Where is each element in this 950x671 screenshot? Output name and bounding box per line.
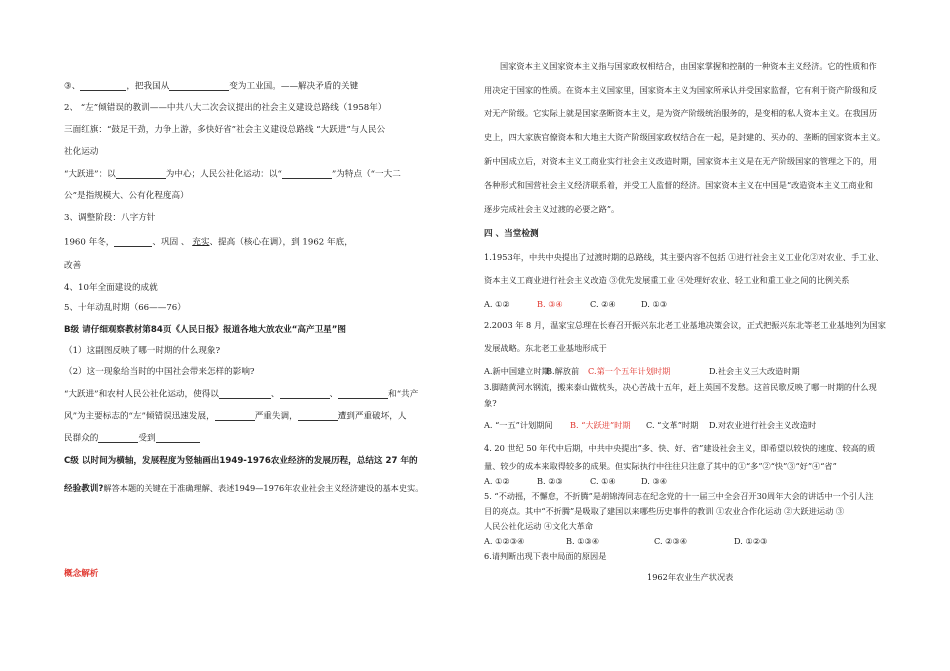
option-b[interactable]: B. ②③	[537, 476, 563, 486]
option-c[interactable]: C. “文革”时期	[646, 420, 699, 430]
text: 、提高（核心在调），到 1962 年底，	[209, 237, 353, 248]
line-commune: 社化运动	[64, 147, 99, 157]
question-1: （1）这副图反映了哪一时期的什么现象?	[64, 346, 221, 356]
option-b[interactable]: B. ①③④	[566, 536, 600, 546]
paragraph-line: 对无产阶级。它实际上就是国家垄断资本主义，是为资产阶级统治服务的，是变相的私人资本主义。在我国历	[484, 108, 878, 118]
text: 、巩固 、	[152, 237, 190, 248]
option-b[interactable]: B. ③④	[537, 299, 563, 309]
question-4-stem: 4. 20 世纪 50 年代中后期，中共中央提出“多、快、好、省”建设社会主义，即希望以较快的速度、较高的质	[484, 443, 876, 453]
line-adjustment: 3、调整阶段：八字方针	[64, 213, 156, 223]
option-d[interactable]: D. ③④	[641, 476, 668, 486]
fill-blank[interactable]	[169, 82, 229, 91]
text: 充实	[192, 237, 210, 248]
fill-blank[interactable]	[338, 390, 388, 399]
fill-blank[interactable]	[156, 434, 200, 443]
fill-blank[interactable]	[282, 170, 332, 179]
option-d[interactable]: D.对农业进行社会主义改造时	[709, 420, 817, 430]
answer-line-2	[64, 412, 406, 421]
line-yida-ergong: 公”是指规模大、公有化程度高）	[64, 191, 189, 201]
option-c[interactable]: C. ①④	[590, 476, 616, 486]
question-5-stem: 人民公社化运动 ④文化大革命	[484, 521, 594, 531]
line-point-3	[64, 82, 358, 91]
text: 、	[329, 389, 339, 400]
answer-line-1	[64, 390, 418, 399]
option-b[interactable]: B.解放前	[546, 366, 580, 376]
line-lesson-2: 2、 “左”倾错误的教训——中共八大二次会议提出的社会主义建设总路线（1958年）	[64, 103, 387, 113]
line-great-leap	[64, 170, 401, 179]
heading-b-level: B级 请仔细观察教材第84页《人民日报》报道各地大放农业“高产卫星”图	[64, 325, 347, 335]
fill-blank[interactable]	[215, 412, 255, 421]
paragraph-line: 史上，四大家族官僚资本和大地主大资产阶级国家政权结合在一起，是封建的、买办的、垄断的国家资本主义。	[484, 132, 886, 142]
option-b[interactable]: B. “大跃进”时期	[570, 420, 631, 430]
text: 经验教训?	[64, 484, 104, 494]
fill-blank[interactable]	[114, 238, 152, 247]
option-c[interactable]: C. ②③④	[654, 536, 688, 546]
line-1960	[64, 238, 353, 247]
text: ，把我国从	[126, 81, 170, 92]
question-3-stem: 象?	[484, 398, 497, 408]
option-a[interactable]: A. ①②	[484, 476, 510, 486]
section-heading-test: 四 、当堂检测	[484, 229, 539, 239]
text: 变为工业国。——解决矛盾的关键	[229, 81, 359, 92]
text: ③、	[64, 81, 81, 92]
concept-heading: 概念解析	[64, 569, 99, 579]
question-6-stem: 6.请判断出现下表中局面的原因是	[484, 551, 607, 561]
text: “大跃进”和农村人民公社化运动，使得以	[64, 389, 219, 400]
question-2-stem: 发展战略。东北老工业基地形成于	[484, 343, 607, 353]
option-a[interactable]: A.新中国建立时期	[484, 366, 550, 376]
text: 解答本题的关键在于准确理解、表述1949—1976年农业社会主义经济建设的基本史实。	[103, 483, 424, 493]
paragraph-line: 逐步完成社会主义过渡的必要之路”。	[484, 204, 620, 214]
question-1-stem: 1.1953年，中共中央提出了过渡时期的总路线，其主要内容不包括 ①进行社会主义工业化②对农业、手工业、	[484, 252, 884, 262]
line-improve: 改善	[64, 261, 82, 271]
question-2-stem: 2.2003 年 8 月，温家宝总理在长春召开振兴东北老工业基地决策会议，正式把振兴东北等老工业基地列为国家	[484, 320, 886, 330]
line-three-flags: 三面红旗：“鼓足干劲，力争上游，多快好省”社会主义建设总路线 “大跃进”与人民公	[64, 125, 386, 135]
text: 1960 年冬，	[64, 237, 115, 248]
paragraph-line: 用决定于国家的性质。在资本主义国家里，国家资本主义为国家所承认并受国家监督，它有利于资产阶级和反	[484, 85, 878, 95]
option-d[interactable]: D. ①③	[641, 299, 668, 309]
option-a[interactable]: A. “一五”计划期间	[484, 420, 553, 430]
table-title: 1962年农业生产状况表	[647, 572, 734, 582]
question-3-stem: 3.脚踏黄河水钢流，搬来泰山做枕头，决心苦战十五年，赶上英国不发愁。这首民歌反映了哪一时期的什么现	[484, 382, 877, 392]
paragraph-line: 国家资本主义国家资本主义指与国家政权相结合，由国家掌握和控制的一种资本主义经济。它的性质和作	[500, 61, 877, 71]
text: 、	[270, 389, 280, 400]
question-5-stem: 目的亮点。其中“不折腾”是吸取了建国以来哪些历史事件的教训 ①农业合作化运动 ②大跃进运动 ③	[484, 506, 845, 516]
text: 严重失调，	[254, 411, 298, 422]
option-a[interactable]: A. ①②	[484, 299, 510, 309]
option-a[interactable]: A. ①②③④	[484, 536, 525, 546]
option-c[interactable]: C. ②④	[590, 299, 616, 309]
question-5-stem: 5. “不动摇，不懈怠，不折腾”是胡锦涛同志在纪念党的十一届三中全会召开30周年大会的讲话中一个引人注	[484, 491, 874, 501]
text: 和“共产	[388, 389, 419, 400]
fill-blank[interactable]	[116, 170, 166, 179]
question-4-stem: 量、较少的成本来取得较多的成果。但实际执行中往往只注意了其中的①“多”②“快”③“好”④“省”	[484, 461, 837, 471]
line-turmoil: 5、十年动乱时期（66——76）	[64, 303, 186, 313]
answer-line-3	[64, 434, 200, 443]
heading-c-level: C级 以时间为横轴，发展程度为竖轴画出1949-1976农业经济的发展历程，总结这 27 年的	[64, 456, 418, 466]
fill-blank[interactable]	[219, 390, 271, 399]
fill-blank[interactable]	[298, 412, 338, 421]
text: “大跃进”：以	[64, 169, 116, 180]
text: ”为特点（“一大二	[331, 169, 401, 180]
text: 民群众的	[64, 433, 99, 444]
question-1-stem: 资本主义工商业进行社会主义改造 ③优先发展重工业 ④处理好农业、轻工业和重工业之间的比例关系	[484, 275, 850, 285]
question-2: （2）这一现象给当时的中国社会带来怎样的影响?	[64, 367, 255, 377]
text: 为中心；人民公社化运动：以“	[165, 169, 282, 180]
text: 遭到严重破坏，人	[337, 411, 407, 422]
fill-blank[interactable]	[280, 390, 330, 399]
option-d[interactable]: D.社会主义三大改造时期	[709, 366, 800, 376]
fill-blank[interactable]	[98, 434, 138, 443]
paragraph-line: 各种形式和国营社会主义经济联系着，并受工人监督的经济。国家资本主义在中国是“改造资本主义工商业和	[484, 180, 873, 190]
text: 风”为主要标志的“左”倾错误迅速发展，	[64, 411, 215, 422]
option-c[interactable]: C.第一个五年计划时期	[588, 366, 671, 376]
paragraph-line: 新中国成立后，对资本主义工商业实行社会主义改造时期，国家资本主义是在无产阶级国家的管理之下的，用	[484, 156, 878, 166]
c-level-hint	[64, 478, 423, 494]
text: 受到	[138, 433, 156, 444]
fill-blank[interactable]	[80, 82, 126, 91]
option-d[interactable]: D. ①②③	[734, 536, 768, 546]
line-achievements: 4、10年全面建设的成就	[64, 283, 158, 293]
